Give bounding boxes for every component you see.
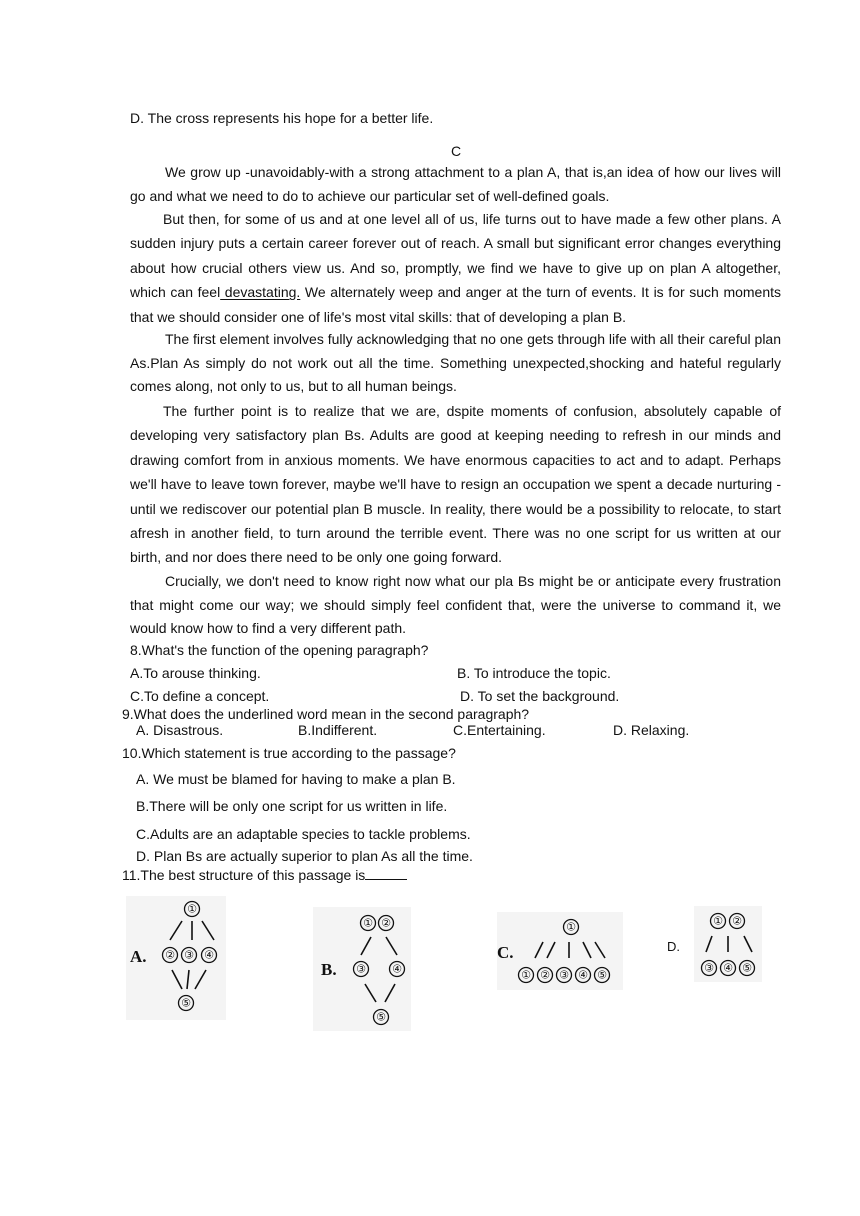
diagram-d-node-4: ④ bbox=[723, 961, 733, 975]
question-9-option-d[interactable]: D. Relaxing. bbox=[613, 722, 690, 738]
answer-blank[interactable] bbox=[365, 867, 407, 880]
previous-question-option-d: D. The cross represents his hope for a better life. bbox=[130, 110, 434, 126]
question-10-option-c[interactable]: C.Adults are an adaptable species to tackle problems. bbox=[136, 826, 471, 842]
paragraph-4 bbox=[130, 399, 781, 570]
section-label: C bbox=[450, 143, 462, 159]
diagram-d-node-1: ① bbox=[713, 914, 723, 928]
diagram-a-node-1: ① bbox=[187, 902, 197, 916]
paragraph-4-text: The further point is to realize that we are, dspite moments of confusion, absolutely capable of developing very satisfactory plan Bs. Adults are good at keeping needing to refresh in our minds and drawing comfort from in anxious moments. We have enormous capacities to act and to adapt. Perhaps we'll have to leave town forever, maybe we'll have to resign an occupation we spent a decade nurturing - until we rediscover our potential plan B muscle. In reality, there would be a possibility to relocate, to start afresh in another field, to turn around the terrible event. There was no one script for us written at our birth, and nor does there need to be only one going forward. bbox=[130, 403, 781, 566]
diagram-c-node-2: ② bbox=[540, 968, 550, 982]
question-10-option-d[interactable]: D. Plan Bs are actually superior to plan As all the time. bbox=[136, 848, 473, 864]
diagram-d-node-3: ③ bbox=[704, 961, 714, 975]
question-8-stem: 8.What's the function of the opening paragraph? bbox=[130, 642, 429, 658]
question-11-stem-text: 11.The best structure of this passage is bbox=[122, 867, 366, 883]
diagram-d-node-5: ⑤ bbox=[742, 961, 752, 975]
paragraph-3-text: The first element involves fully acknowledging that no one gets through life with all their careful plan As.Plan As simply do not work out all the time. Something unexpected,shocking and hateful regularly comes along, not only to us, but to all human beings. bbox=[130, 331, 781, 395]
diagram-d-node-2: ② bbox=[732, 914, 742, 928]
question-10-stem: 10.Which statement is true according to the passage? bbox=[122, 745, 456, 761]
diagram-c-node-3: ③ bbox=[559, 968, 569, 982]
diagram-a-node-3: ③ bbox=[184, 948, 194, 962]
question-9-stem: 9.What does the underlined word mean in the second paragraph? bbox=[122, 706, 530, 722]
structure-diagram-d-svg bbox=[694, 906, 762, 982]
question-8-option-a[interactable]: A.To arouse thinking. bbox=[130, 665, 261, 681]
paragraph-3 bbox=[130, 328, 781, 399]
structure-diagram-b-svg bbox=[313, 907, 411, 1031]
structure-diagram-a[interactable] bbox=[126, 896, 226, 1020]
question-9-option-a[interactable]: A. Disastrous. bbox=[136, 722, 224, 738]
diagram-c-node-4: ④ bbox=[578, 968, 588, 982]
structure-diagram-b[interactable] bbox=[313, 907, 411, 1031]
diagram-c-node-5: ⑤ bbox=[597, 968, 607, 982]
diagram-b-node-3: ③ bbox=[356, 962, 366, 976]
diagram-b-node-5: ⑤ bbox=[376, 1010, 386, 1024]
question-9-option-c[interactable]: C.Entertaining. bbox=[453, 722, 546, 738]
paragraph-2 bbox=[130, 207, 781, 329]
diagram-a-node-5: ⑤ bbox=[181, 996, 191, 1010]
structure-diagram-c[interactable] bbox=[497, 912, 623, 990]
paragraph-2-text-before: But then, for some of us and at one level all of us, life turns out to have made a few other plans. A sudden injury puts a certain career forever out of reach. A small but significant error changes everything about how crucial others view us. And so, promptly, we find we have to give up on plan A altogether, which can feel bbox=[130, 211, 781, 301]
question-10-option-a[interactable]: A. We must be blamed for having to make a plan B. bbox=[136, 771, 456, 787]
underlined-word-devastating: devastating. bbox=[220, 284, 301, 301]
question-9-option-b[interactable]: B.Indifferent. bbox=[298, 722, 378, 738]
diagram-a-node-4: ④ bbox=[204, 948, 214, 962]
paragraph-5 bbox=[130, 570, 781, 641]
paragraph-2-text-after: We alternately weep and anger at the turn of events. It is for such moments that we should consider one of life's most vital skills: that of developing a plan B. bbox=[130, 284, 782, 325]
paragraph-1-text: We grow up -unavoidably-with a strong attachment to a plan A, that is,an idea of how our lives will go and what we need to do to achieve our particular set of well-defined goals. bbox=[130, 164, 781, 205]
question-11-stem bbox=[122, 866, 407, 884]
diagram-b-letter: B. bbox=[321, 960, 337, 979]
structure-diagram-d[interactable] bbox=[694, 906, 762, 982]
question-8-option-b[interactable]: B. To introduce the topic. bbox=[457, 665, 611, 681]
diagram-c-letter: C. bbox=[497, 943, 514, 962]
paragraph-1 bbox=[130, 160, 781, 209]
structure-diagram-c-svg bbox=[497, 912, 623, 990]
diagram-b-node-2: ② bbox=[381, 916, 391, 930]
diagram-a-letter: A. bbox=[130, 947, 147, 966]
diagram-c-node-top: ① bbox=[566, 920, 576, 934]
diagram-a-node-2: ② bbox=[165, 948, 175, 962]
diagram-b-node-4: ④ bbox=[392, 962, 402, 976]
question-8-option-c[interactable]: C.To define a concept. bbox=[130, 688, 270, 704]
question-10-option-b[interactable]: B.There will be only one script for us written in life. bbox=[136, 798, 448, 814]
structure-diagram-a-svg bbox=[126, 896, 226, 1020]
diagram-b-node-1: ① bbox=[363, 916, 373, 930]
paragraph-5-text: Crucially, we don't need to know right now what our pla Bs might be or anticipate every frustration that might come our way; we should simply feel confident that, were the universe to command it, we would know how to find a very different path. bbox=[130, 573, 781, 637]
question-8-option-d[interactable]: D. To set the background. bbox=[460, 688, 620, 704]
diagram-d-letter: D. bbox=[667, 939, 680, 954]
diagram-c-node-1: ① bbox=[521, 968, 531, 982]
